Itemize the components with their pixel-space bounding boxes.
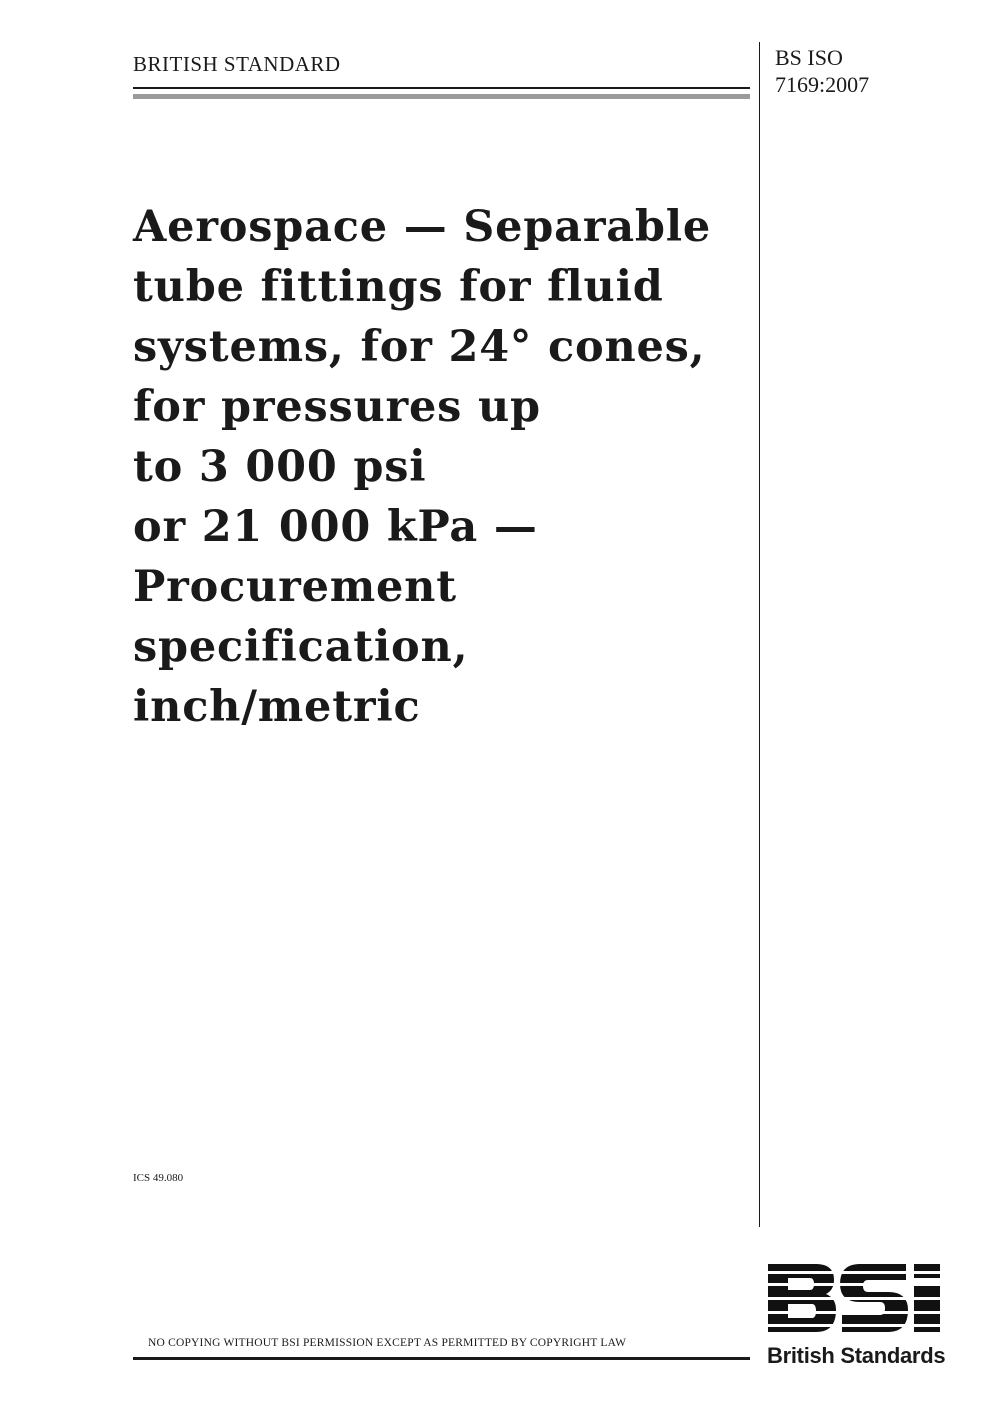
- title-line: for pressures up: [133, 382, 541, 432]
- doc-id-line-1: BS ISO: [775, 45, 843, 70]
- title-line: to 3 000 psi: [133, 442, 427, 492]
- doc-id-line-2: 7169:2007: [775, 72, 870, 97]
- document-title: [133, 197, 753, 737]
- vertical-divider: [759, 42, 760, 1227]
- series-label: BRITISH STANDARD: [133, 52, 341, 76]
- header-rule-grey: [133, 94, 750, 99]
- title-line: Aerospace — Separable: [133, 202, 712, 252]
- document-identifier: [775, 44, 869, 98]
- header-rule-thin: [133, 87, 750, 89]
- title-line: Procurement: [133, 562, 457, 612]
- logo-subtitle: British Standards: [767, 1343, 946, 1368]
- title-line: systems, for 24° cones,: [133, 322, 706, 372]
- title-line: or 21 000 kPa —: [133, 502, 538, 552]
- title-line: specification,: [133, 622, 469, 672]
- title-line: tube fittings for fluid: [133, 262, 664, 312]
- title-line: inch/metric: [133, 682, 421, 732]
- bsi-wordmark-icon: [764, 1260, 949, 1340]
- copyright-notice: NO COPYING WITHOUT BSI PERMISSION EXCEPT AS PERMITTED BY COPYRIGHT LAW: [148, 1337, 627, 1349]
- footer-rule: [133, 1357, 750, 1360]
- ics-code: ICS 49.080: [133, 1172, 184, 1184]
